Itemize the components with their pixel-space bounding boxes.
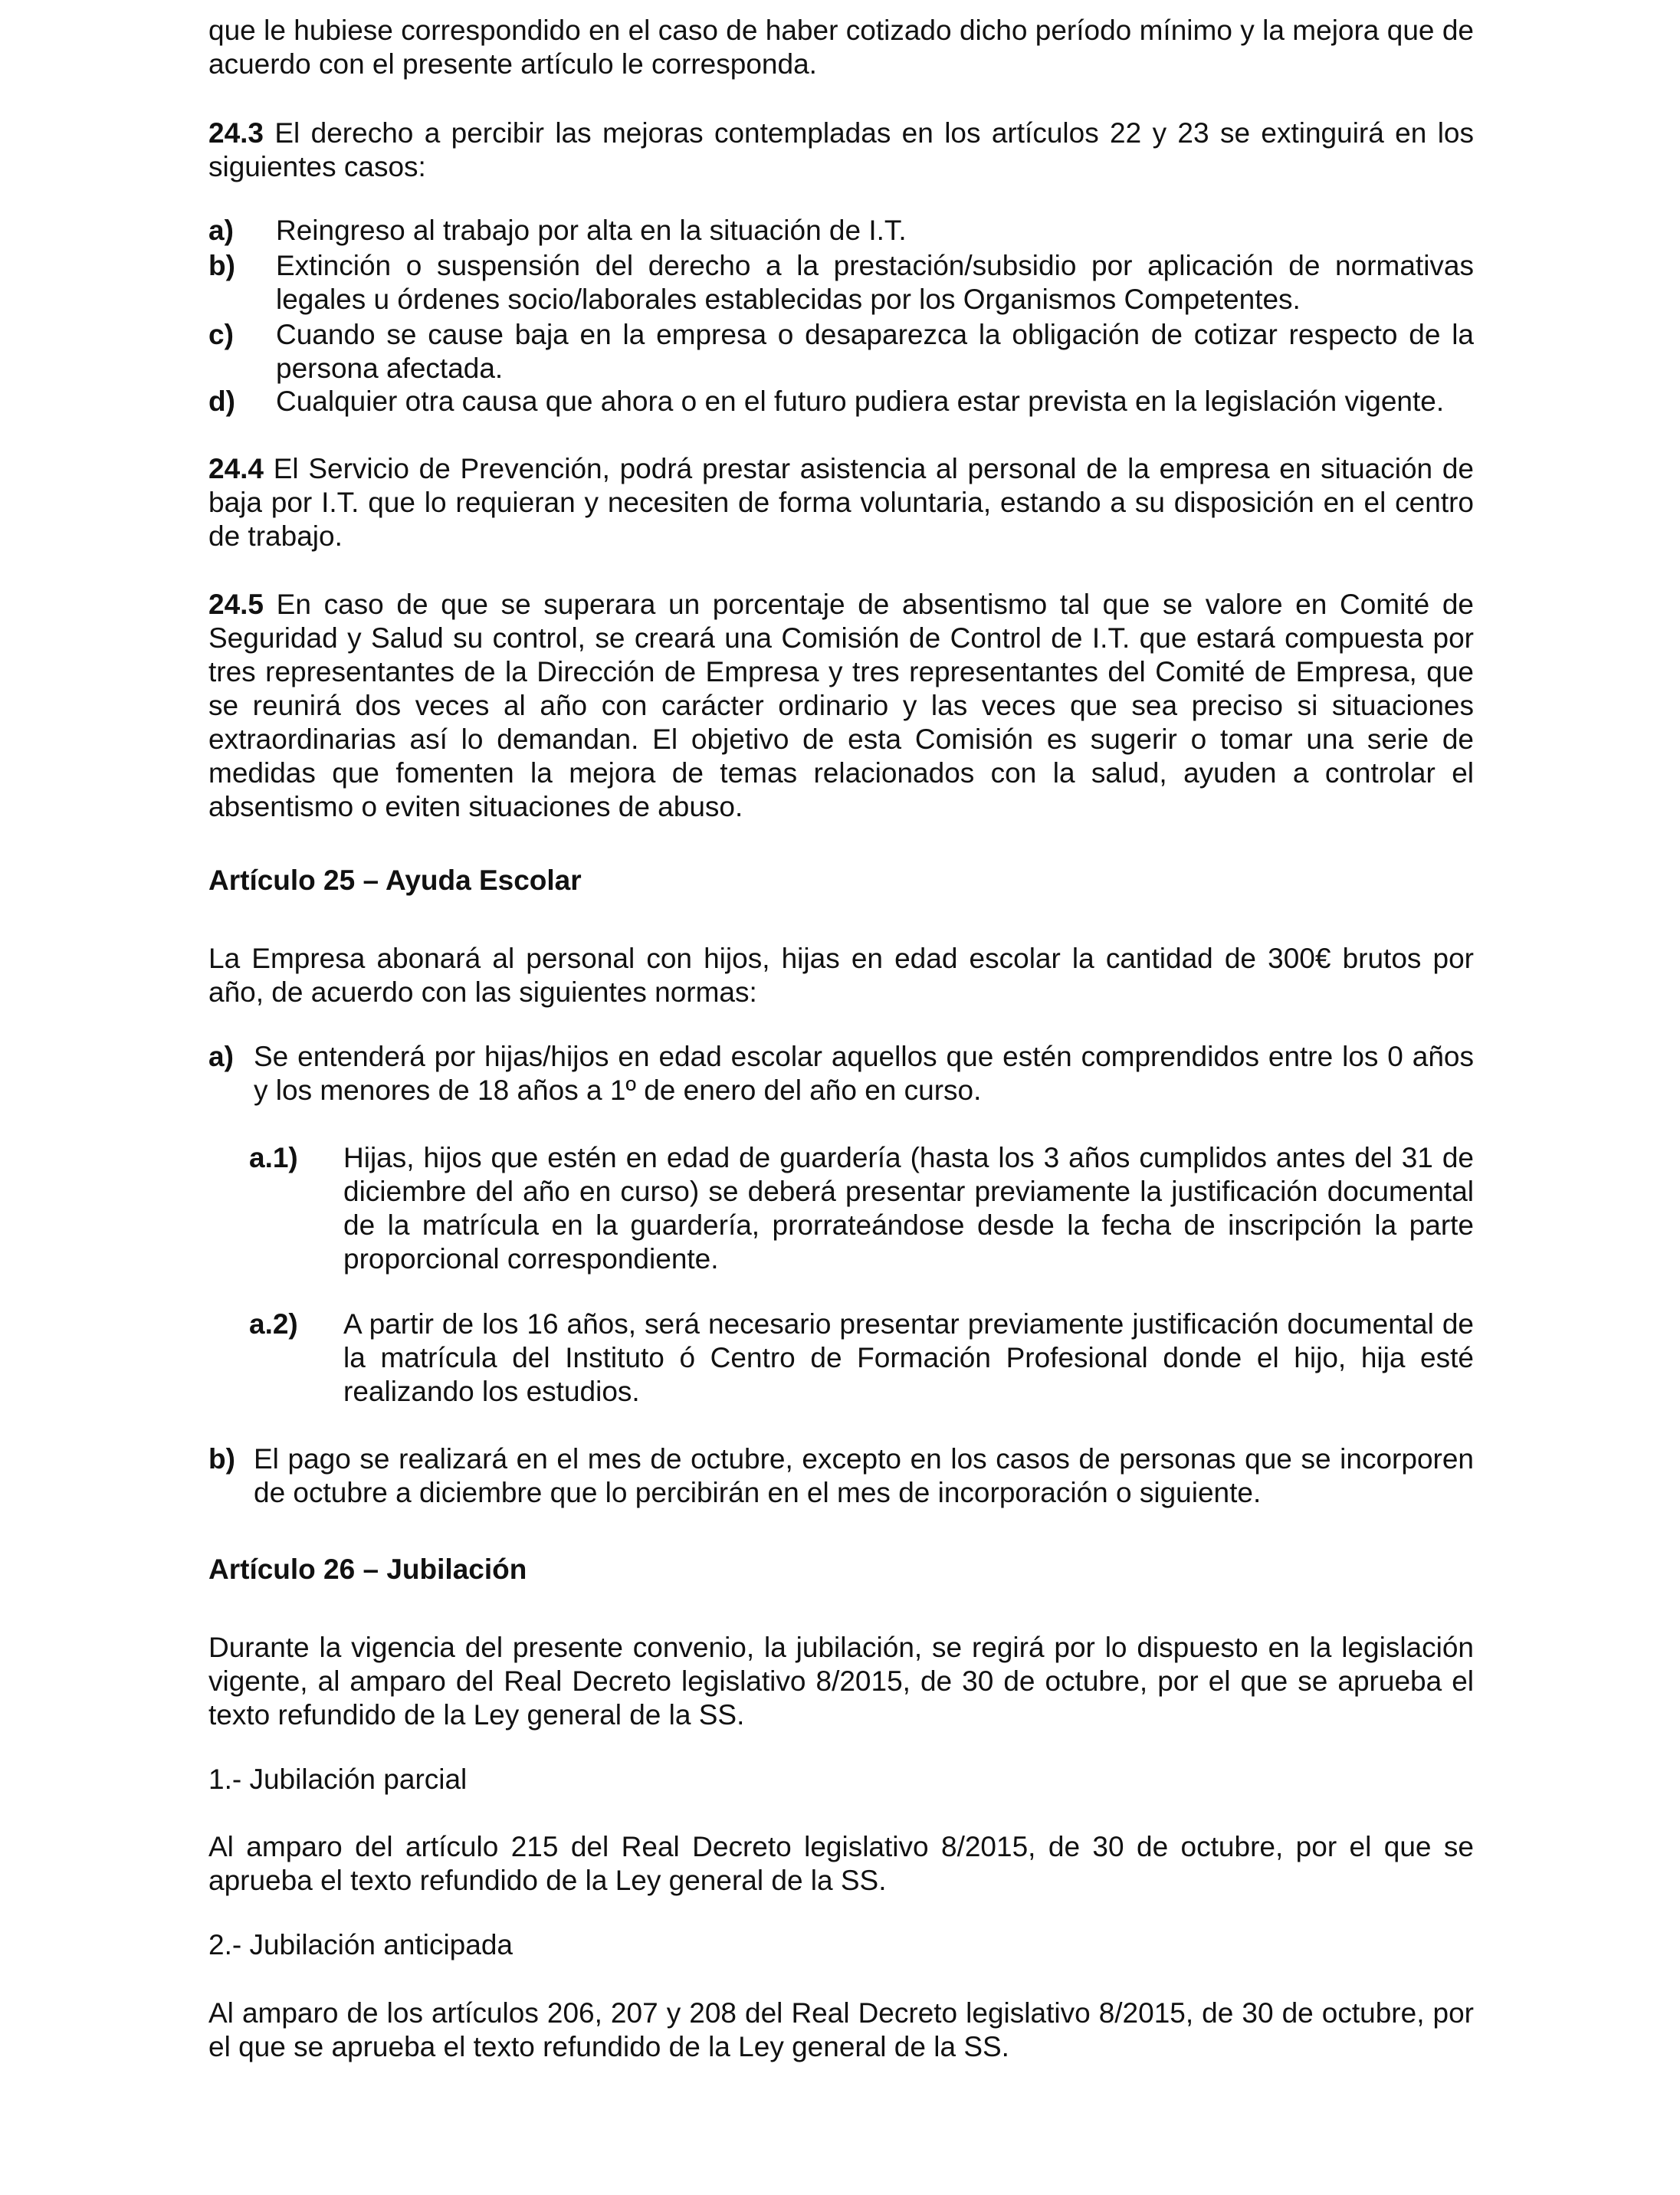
section-number: 24.4 [208, 453, 264, 484]
item-text: Cualquier otra causa que ahora o en el futuro pudiera estar prevista en la legislación vigente. [276, 386, 1445, 417]
list-item [208, 249, 1474, 317]
list-item [249, 1141, 1474, 1276]
article-25-intro: La Empresa abonará al personal con hijos, hijas en edad escolar la cantidad de 300€ brutos por año, de acuerdo con las siguientes normas: [208, 943, 1474, 1008]
item-label: d) [208, 386, 235, 417]
subheading-jubilacion-parcial: 1.- Jubilación parcial [208, 1764, 468, 1795]
list-item [208, 1040, 1474, 1107]
section-24-5 [208, 588, 1474, 824]
item-label: a.1) [249, 1142, 298, 1173]
item-text: El pago se realizará en el mes de octubre, excepto en los casos de personas que se incorporen de octubre a diciembre que lo percibirán en el mes de incorporación o siguiente. [254, 1443, 1474, 1508]
list-item [208, 214, 1474, 248]
item-text: Cuando se cause baja en la empresa o desaparezca la obligación de cotizar respecto de la persona afectada. [276, 319, 1474, 384]
list-item [249, 1307, 1474, 1409]
item-label: b) [208, 250, 235, 281]
section-number: 24.3 [208, 117, 264, 149]
list-item [208, 1442, 1474, 1510]
section-24-3 [208, 116, 1474, 184]
item-text: A partir de los 16 años, será necesario presentar previamente justificación documental de la matrícula del Instituto ó Centro de Formación Profesional donde el hijo, hija esté realizando los estudios. [343, 1308, 1474, 1407]
article-26-heading: Artículo 26 – Jubilación [208, 1554, 527, 1585]
subheading-jubilacion-anticipada: 2.- Jubilación anticipada [208, 1929, 513, 1960]
item-label: a.2) [249, 1308, 298, 1340]
section-text: En caso de que se superara un porcentaje de absentismo tal que se valore en Comité de Seguridad y Salud su control, se creará una Comisión de Control de I.T. que estará compuesta por tres representantes de la Dirección de Empresa y tres representantes del Comité de Empresa, que se reunirá dos veces al año con carácter ordinario y las veces que sea preciso si situaciones extraordinarias así lo demandan. El objetivo de esta Comisión es sugerir o tomar una serie de medidas que fomenten la mejora de temas relacionados con la salud, ayuden a controlar el absentismo o eviten situaciones de abuso. [208, 589, 1474, 822]
intro-paragraph: que le hubiese correspondido en el caso de haber cotizado dicho período mínimo y la mejora que de acuerdo con el presente artículo le corresponda. [208, 15, 1474, 80]
section-24-4 [208, 452, 1474, 553]
article-26-intro: Durante la vigencia del presente convenio, la jubilación, se regirá por lo dispuesto en la legislación vigente, al amparo del Real Decreto legislativo 8/2015, de 30 de octubre, por el que se aprueba el texto refundido de la Ley general de la SS. [208, 1632, 1474, 1731]
item-label: a) [208, 215, 234, 246]
item-label: c) [208, 319, 234, 350]
paragraph-jubilacion-anticipada: Al amparo de los artículos 206, 207 y 208 del Real Decreto legislativo 8/2015, de 30 de octubre, por el que se aprueba el texto refundido de la Ley general de la SS. [208, 1997, 1474, 2062]
section-text: El derecho a percibir las mejoras contempladas en los artículos 22 y 23 se extinguirá en los siguientes casos: [208, 117, 1474, 182]
item-label: a) [208, 1041, 234, 1072]
item-text: Extinción o suspensión del derecho a la prestación/subsidio por aplicación de normativas legales u órdenes socio/laborales establecidas por los Organismos Competentes. [276, 250, 1474, 315]
article-25-heading: Artículo 25 – Ayuda Escolar [208, 865, 582, 896]
list-item [208, 318, 1474, 386]
item-label: b) [208, 1443, 235, 1475]
item-text: Reingreso al trabajo por alta en la situación de I.T. [276, 215, 907, 246]
item-text: Hijas, hijos que estén en edad de guardería (hasta los 3 años cumplidos antes del 31 de diciembre del año en curso) se deberá presentar previamente la justificación documental de la matrícula en la guardería, prorrateándose desde la fecha de inscripción la parte proporcional correspondiente. [343, 1142, 1474, 1275]
section-text: El Servicio de Prevención, podrá prestar asistencia al personal de la empresa en situación de baja por I.T. que lo requieran y necesiten de forma voluntaria, estando a su disposición en el centro de trabajo. [208, 453, 1474, 552]
list-item [208, 385, 1474, 418]
item-text: Se entenderá por hijas/hijos en edad escolar aquellos que estén comprendidos entre los 0 años y los menores de 18 años a 1º de enero del año en curso. [254, 1041, 1474, 1106]
section-number: 24.5 [208, 589, 264, 620]
paragraph-jubilacion-parcial: Al amparo del artículo 215 del Real Decreto legislativo 8/2015, de 30 de octubre, por el que se aprueba el texto refundido de la Ley general de la SS. [208, 1831, 1474, 1896]
